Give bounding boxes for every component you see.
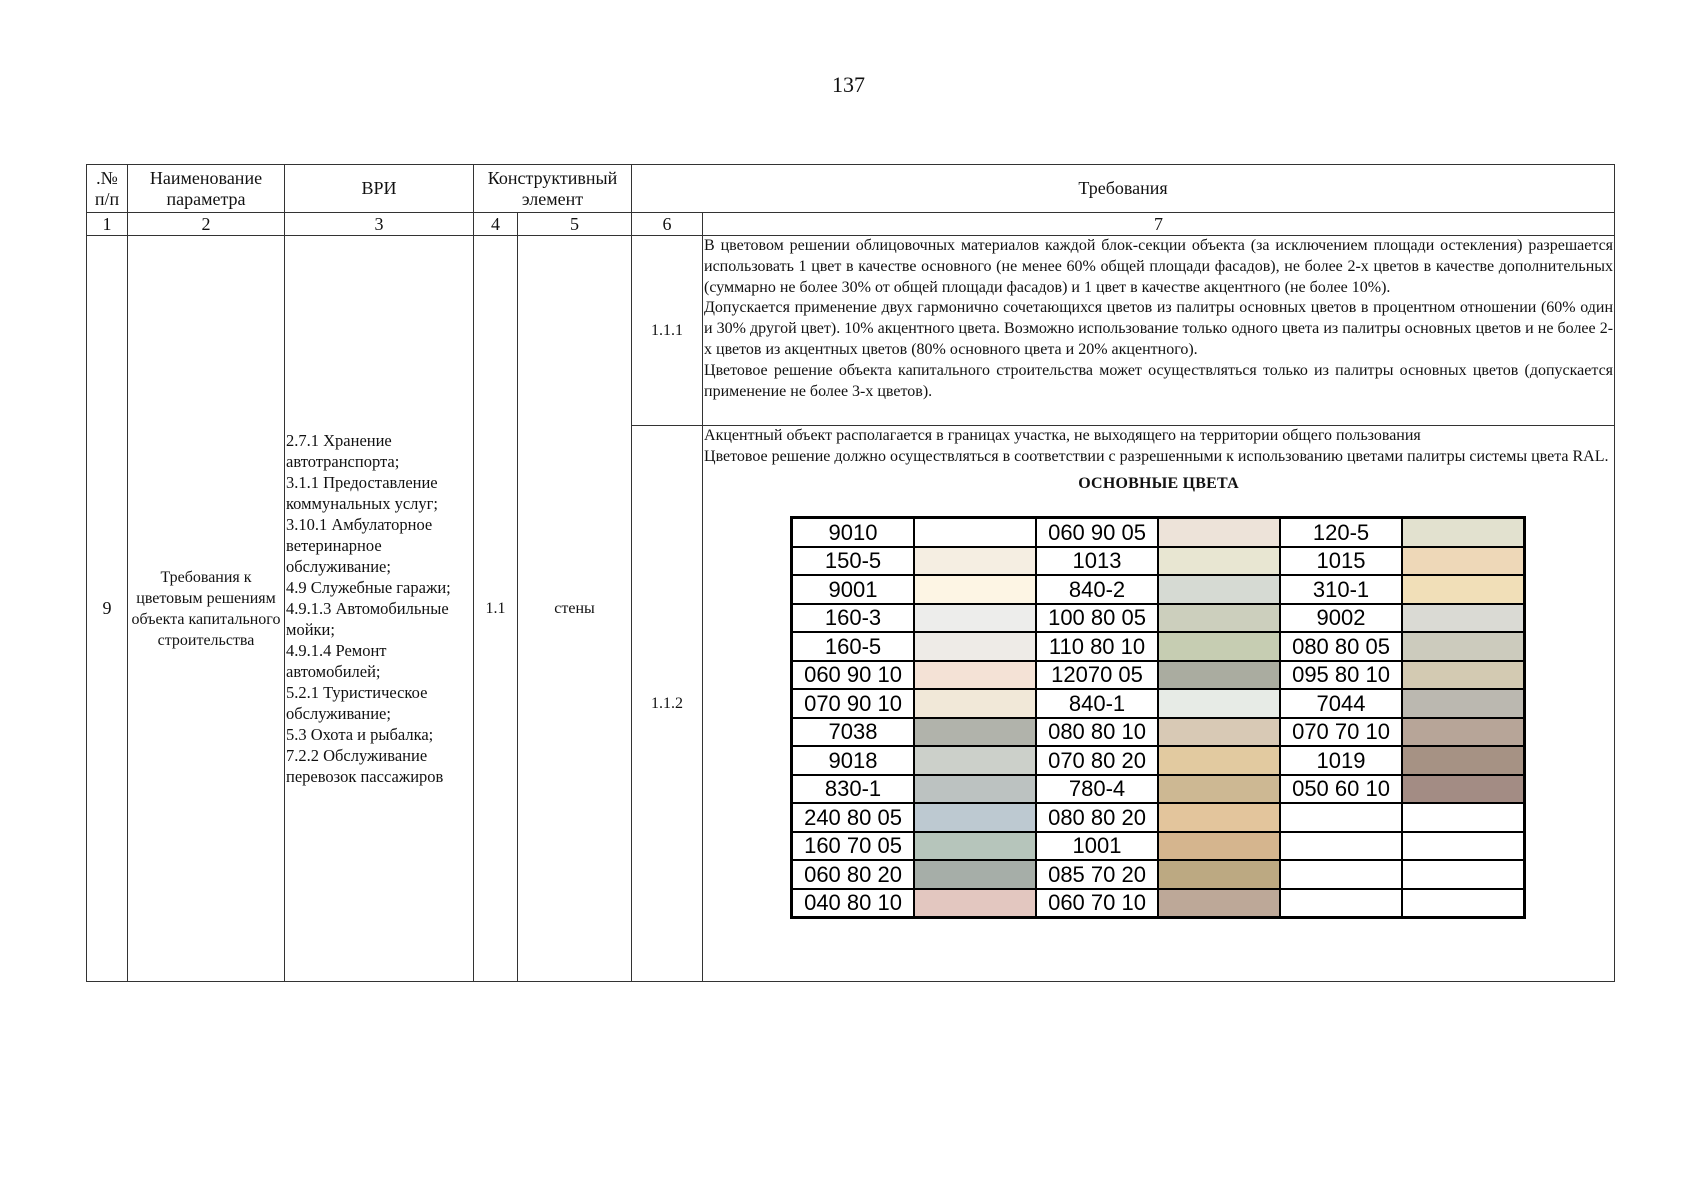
palette-color-code: 070 70 10 <box>1280 718 1402 747</box>
vri-item: 3.1.1 Предоставление <box>286 473 438 492</box>
table-row <box>87 236 1615 426</box>
palette-color-swatch <box>914 575 1036 604</box>
palette-color-code: 120-5 <box>1280 518 1402 547</box>
palette-color-code: 050 60 10 <box>1280 775 1402 804</box>
palette-color-code: 840-2 <box>1036 575 1158 604</box>
palette-color-code: 9002 <box>1280 604 1402 633</box>
palette-color-code: 1013 <box>1036 547 1158 576</box>
header-element: Конструктивный элемент <box>474 165 632 213</box>
palette-color-code: 095 80 10 <box>1280 661 1402 690</box>
palette-color-code <box>1280 860 1402 889</box>
vri-lines <box>286 430 471 787</box>
palette-color-swatch <box>914 718 1036 747</box>
palette-color-code: 150-5 <box>792 547 915 576</box>
palette-color-swatch <box>914 746 1036 775</box>
header-requirements: Требования <box>632 165 1615 213</box>
palette-color-code <box>1280 832 1402 861</box>
requirement-2-paragraph-1: Акцентный объект располагается в границах участка, не выходящего на территории общего пользования <box>704 427 1421 444</box>
palette-color-code: 830-1 <box>792 775 915 804</box>
col-number-6: 6 <box>632 213 703 236</box>
palette-row <box>792 547 1525 576</box>
requirement-1-paragraph-2: Допускается применение двух гармонично сочетающихся цветов из палитры основных цветов в процентном отношении (60% один и 30% другой цвет). 10% акцентного цвета. Возможно использование только одного цвета из палитры основных цветов и не более 2-х цветов из акцентных цветов (80% основного цвета и 20% акцентного). <box>704 299 1614 358</box>
palette-color-swatch <box>1158 661 1280 690</box>
palette-color-swatch <box>914 803 1036 832</box>
palette-color-swatch <box>1402 632 1525 661</box>
palette-row <box>792 718 1525 747</box>
header-no: .№ п/п <box>87 165 128 213</box>
col-number-3: 3 <box>285 213 474 236</box>
vri-item: мойки; <box>286 620 335 639</box>
palette-color-swatch <box>1402 689 1525 718</box>
palette-color-code <box>1280 803 1402 832</box>
col-number-7: 7 <box>703 213 1615 236</box>
palette-color-code: 070 90 10 <box>792 689 915 718</box>
palette-color-code: 060 70 10 <box>1036 889 1158 918</box>
palette-color-swatch <box>914 604 1036 633</box>
palette-row <box>792 604 1525 633</box>
palette-color-swatch <box>1158 832 1280 861</box>
palette-color-code: 9010 <box>792 518 915 547</box>
palette-color-code: 1015 <box>1280 547 1402 576</box>
palette-color-code: 080 80 10 <box>1036 718 1158 747</box>
palette-color-swatch <box>914 832 1036 861</box>
palette-color-swatch <box>914 689 1036 718</box>
palette-color-swatch <box>1158 889 1280 918</box>
element-code: 1.1 <box>474 236 518 982</box>
sub-code-1: 1.1.1 <box>632 236 703 426</box>
palette-color-swatch <box>1402 832 1525 861</box>
requirements-table <box>86 164 1615 982</box>
vri-item: обслуживание; <box>286 557 391 576</box>
palette-color-code: 310-1 <box>1280 575 1402 604</box>
palette-color-swatch <box>1402 575 1525 604</box>
palette-color-swatch <box>914 547 1036 576</box>
vri-item: 5.3 Охота и рыбалка; <box>286 725 434 744</box>
palette-color-swatch <box>1158 689 1280 718</box>
col-number-1: 1 <box>87 213 128 236</box>
header-param: Наименование параметра <box>128 165 285 213</box>
vri-item: 5.2.1 Туристическое <box>286 683 428 702</box>
palette-color-swatch <box>1158 803 1280 832</box>
palette-row <box>792 689 1525 718</box>
palette-color-code: 160-5 <box>792 632 915 661</box>
palette-color-code <box>1280 889 1402 918</box>
palette-row <box>792 575 1525 604</box>
palette-color-swatch <box>1158 518 1280 547</box>
palette-color-swatch <box>1402 889 1525 918</box>
requirement-text-2 <box>703 426 1615 982</box>
palette-color-code: 040 80 10 <box>792 889 915 918</box>
vri-item: 4.9.1.3 Автомобильные <box>286 599 449 618</box>
vri-item: коммунальных услуг; <box>286 494 439 513</box>
col-number-4: 4 <box>474 213 518 236</box>
palette-color-swatch <box>1402 803 1525 832</box>
palette-color-swatch <box>1402 547 1525 576</box>
palette-color-swatch <box>1158 860 1280 889</box>
palette-row <box>792 889 1525 918</box>
palette-color-swatch <box>1402 718 1525 747</box>
palette-color-code: 7044 <box>1280 689 1402 718</box>
palette-color-swatch <box>914 661 1036 690</box>
palette-color-code: 840-1 <box>1036 689 1158 718</box>
palette-color-code: 060 80 20 <box>792 860 915 889</box>
header-row <box>87 165 1615 213</box>
palette-color-code: 085 70 20 <box>1036 860 1158 889</box>
palette-color-code: 060 90 05 <box>1036 518 1158 547</box>
palette-color-swatch <box>1402 604 1525 633</box>
palette-row <box>792 518 1525 547</box>
palette-color-code: 9018 <box>792 746 915 775</box>
palette-color-code: 080 80 20 <box>1036 803 1158 832</box>
palette-color-code: 240 80 05 <box>792 803 915 832</box>
palette-color-swatch <box>1402 775 1525 804</box>
vri-item: автотранспорта; <box>286 452 400 471</box>
palette-color-code: 160 70 05 <box>792 832 915 861</box>
palette-color-swatch <box>1402 518 1525 547</box>
col-number-5: 5 <box>518 213 632 236</box>
palette-color-swatch <box>1158 575 1280 604</box>
palette-color-code: 100 80 05 <box>1036 604 1158 633</box>
vri-item: 4.9 Служебные гаражи; <box>286 578 451 597</box>
palette-row <box>792 632 1525 661</box>
requirement-2-paragraph-2: Цветовое решение должно осуществляться в соответствии с разрешенными к использованию цветами палитры системы цвета RAL. <box>704 447 1609 465</box>
palette-color-code: 060 90 10 <box>792 661 915 690</box>
palette-color-swatch <box>1402 860 1525 889</box>
palette-color-code: 1019 <box>1280 746 1402 775</box>
row-number: 9 <box>87 236 128 982</box>
palette-color-code: 070 80 20 <box>1036 746 1158 775</box>
vri-item: автомобилей; <box>286 662 381 681</box>
palette-color-code: 12070 05 <box>1036 661 1158 690</box>
palette-row <box>792 775 1525 804</box>
page-number: 137 <box>832 72 865 97</box>
palette-color-code: 110 80 10 <box>1036 632 1158 661</box>
param-name: Требования к цветовым решениям объекта капитального строительства <box>128 236 285 982</box>
palette-color-swatch <box>1158 632 1280 661</box>
requirement-text-1 <box>703 236 1615 426</box>
palette-row <box>792 860 1525 889</box>
palette-color-swatch <box>1402 746 1525 775</box>
palette-title: ОСНОВНЫЕ ЦВЕТА <box>1078 474 1239 492</box>
palette-row <box>792 746 1525 775</box>
column-numbers-row <box>87 213 1615 236</box>
palette-color-swatch <box>1158 775 1280 804</box>
palette-color-swatch <box>1158 604 1280 633</box>
palette-color-code: 7038 <box>792 718 915 747</box>
vri-item: 2.7.1 Хранение <box>286 431 392 450</box>
palette-row <box>792 803 1525 832</box>
vri-item: обслуживание; <box>286 704 391 723</box>
vri-item: 7.2.2 Обслуживание <box>286 746 428 765</box>
color-palette <box>790 516 1526 919</box>
requirement-1-paragraph-1: В цветовом решении облицовочных материалов каждой блок-секции объекта (за исключением площади остекления) разрешается использовать 1 цвет в качестве основного (не менее 60% общей площади фасадов), не более 2-х цветов в качестве дополнительных (суммарно не более 30% от общей площади фасадов) и 1 цвет в качестве акцентного (не более 10%). <box>704 237 1614 296</box>
vri-item: 3.10.1 Амбулаторное <box>286 515 433 534</box>
vri-item: 4.9.1.4 Ремонт <box>286 641 387 660</box>
vri-list <box>285 236 474 982</box>
palette-color-swatch <box>914 518 1036 547</box>
requirement-1-paragraph-3: Цветовое решение объекта капитального строительства может осуществляться только из палитры основных цветов (допускается применение не более 3-х цветов). <box>704 361 1614 400</box>
vri-item: перевозок пассажиров <box>286 767 444 786</box>
palette-color-code: 1001 <box>1036 832 1158 861</box>
palette-color-swatch <box>1158 718 1280 747</box>
palette-color-code: 780-4 <box>1036 775 1158 804</box>
palette-color-swatch <box>914 775 1036 804</box>
palette-color-swatch <box>914 860 1036 889</box>
palette-color-code: 080 80 05 <box>1280 632 1402 661</box>
element-name: стены <box>518 236 632 982</box>
palette-row <box>792 832 1525 861</box>
palette-color-swatch <box>1402 661 1525 690</box>
header-vri: ВРИ <box>285 165 474 213</box>
col-number-2: 2 <box>128 213 285 236</box>
palette-color-swatch <box>1158 746 1280 775</box>
palette-color-swatch <box>914 632 1036 661</box>
palette-color-swatch <box>914 889 1036 918</box>
palette-row <box>792 661 1525 690</box>
palette-color-swatch <box>1158 547 1280 576</box>
vri-item: ветеринарное <box>286 536 382 555</box>
sub-code-2: 1.1.2 <box>632 426 703 982</box>
palette-color-code: 9001 <box>792 575 915 604</box>
palette-color-code: 160-3 <box>792 604 915 633</box>
